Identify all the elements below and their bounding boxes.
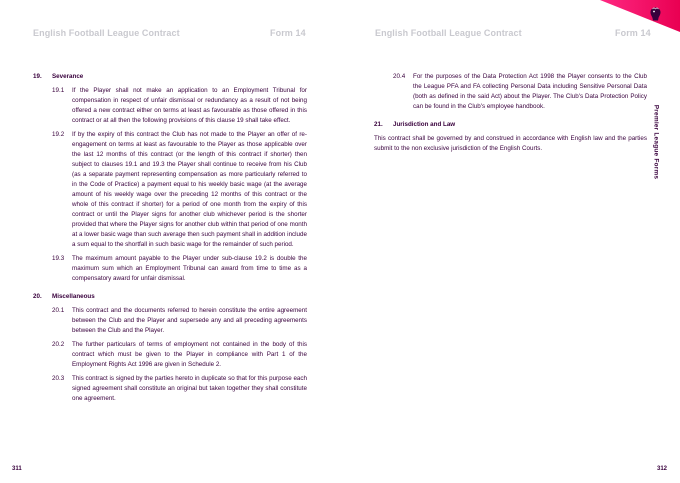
- left-header-form: Form 14: [270, 28, 306, 38]
- clause-text: If by the expiry of this contract the Club has not made to the Player an offer of re-engagement on terms at least as favourable to the Player as those applicable over the last 12 months of this contract (or the length of this contract if shorter) then subject to clauses 19.1 and 19.3 the Player shall continue to receive from his Club (as a separate payment representing compensation as more particularly referred to in the Code of Practice) a payment equal to his weekly basic wage (at the average amount of his weekly wage over the preceding 12 months of this contract or the whole of this contract if shorter) for a period of one month from the expiry of this contract or until the Player signs for another club whichever period is the shorter provided that where the Player signs for another club within that period of one month at a lower basic wage than such average then such payment shall in addition include a sum equal to the shortfall in such basic wage for the remainder of such period.: [72, 131, 307, 248]
- clause-text: For the purposes of the Data Protection Act 1998 the Player consents to the Club the League PFA and FA collecting Personal Data including Sensitive Personal Data (both as defined in the said Act) about the Player. The Club's Data Protection Policy can be found in the Club's employee handbook.: [413, 73, 647, 110]
- side-label: Premier League Forms: [652, 104, 660, 180]
- right-header-title: English Football League Contract: [375, 28, 522, 38]
- left-page-body: [33, 72, 307, 408]
- lion-crest-icon: [649, 7, 662, 21]
- section-number: 19.: [33, 73, 42, 80]
- section-21-text: This contract shall be governed by and construed in accordance with English law and the parties submit to the non exclusive jurisdiction of the English Courts.: [374, 135, 647, 152]
- left-page-number: 311: [12, 466, 22, 472]
- section-19-heading: [33, 72, 307, 82]
- clause-20-4: [374, 72, 647, 112]
- right-page-number: 312: [657, 466, 668, 472]
- section-title: Miscellaneous: [52, 293, 95, 300]
- clause-number: 20.1: [52, 307, 65, 314]
- clause-20-1: [33, 306, 307, 336]
- clause-19-1: [33, 86, 307, 126]
- section-title: Jurisdiction and Law: [393, 121, 456, 128]
- right-page-body: [374, 72, 647, 154]
- section-number: 20.: [33, 293, 42, 300]
- clause-number: 20.2: [52, 341, 65, 348]
- clause-20-3: [33, 374, 307, 404]
- clause-text: The maximum amount payable to the Player under sub-clause 19.2 is double the maximum sum which an Employment Tribunal can award from time to time as a compensatory award for unfair dismissal.: [72, 255, 307, 282]
- clause-text: This contract is signed by the parties hereto in duplicate so that for this purpose each signed agreement shall constitute an original but taken together they shall constitute one agreement.: [72, 375, 307, 402]
- section-number: 21.: [374, 121, 383, 128]
- clause-number: 19.1: [52, 87, 65, 94]
- section-title: Severance: [52, 73, 84, 80]
- clause-text: The further particulars of terms of employment not contained in the body of this contract which must be given to the Player in compliance with Part 1 of the Employment Rights Act 1996 are given in Schedule 2.: [72, 341, 307, 368]
- right-header-form: Form 14: [615, 28, 651, 38]
- clause-19-3: [33, 254, 307, 284]
- section-21-heading: [374, 120, 647, 130]
- clause-text: If the Player shall not make an application to an Employment Tribunal for compensation in respect of unfair dismissal or redundancy as a result of not being offered a new contract either on terms at least as favourable as those offered in this contract or at all then the following provisions of this clause 19 shall take effect.: [72, 87, 307, 124]
- clause-number: 19.3: [52, 255, 65, 262]
- clause-19-2: [33, 130, 307, 250]
- clause-number: 20.3: [52, 375, 65, 382]
- section-20-heading: [33, 292, 307, 302]
- clause-number: 19.2: [52, 131, 65, 138]
- clause-number: 20.4: [393, 73, 406, 80]
- clause-text: This contract and the documents referred to herein constitute the entire agreement between the Club and the Player and supersede any and all preceding agreements between the Club and the Player.: [72, 307, 307, 334]
- clause-20-2: [33, 340, 307, 370]
- left-header-title: English Football League Contract: [33, 28, 180, 38]
